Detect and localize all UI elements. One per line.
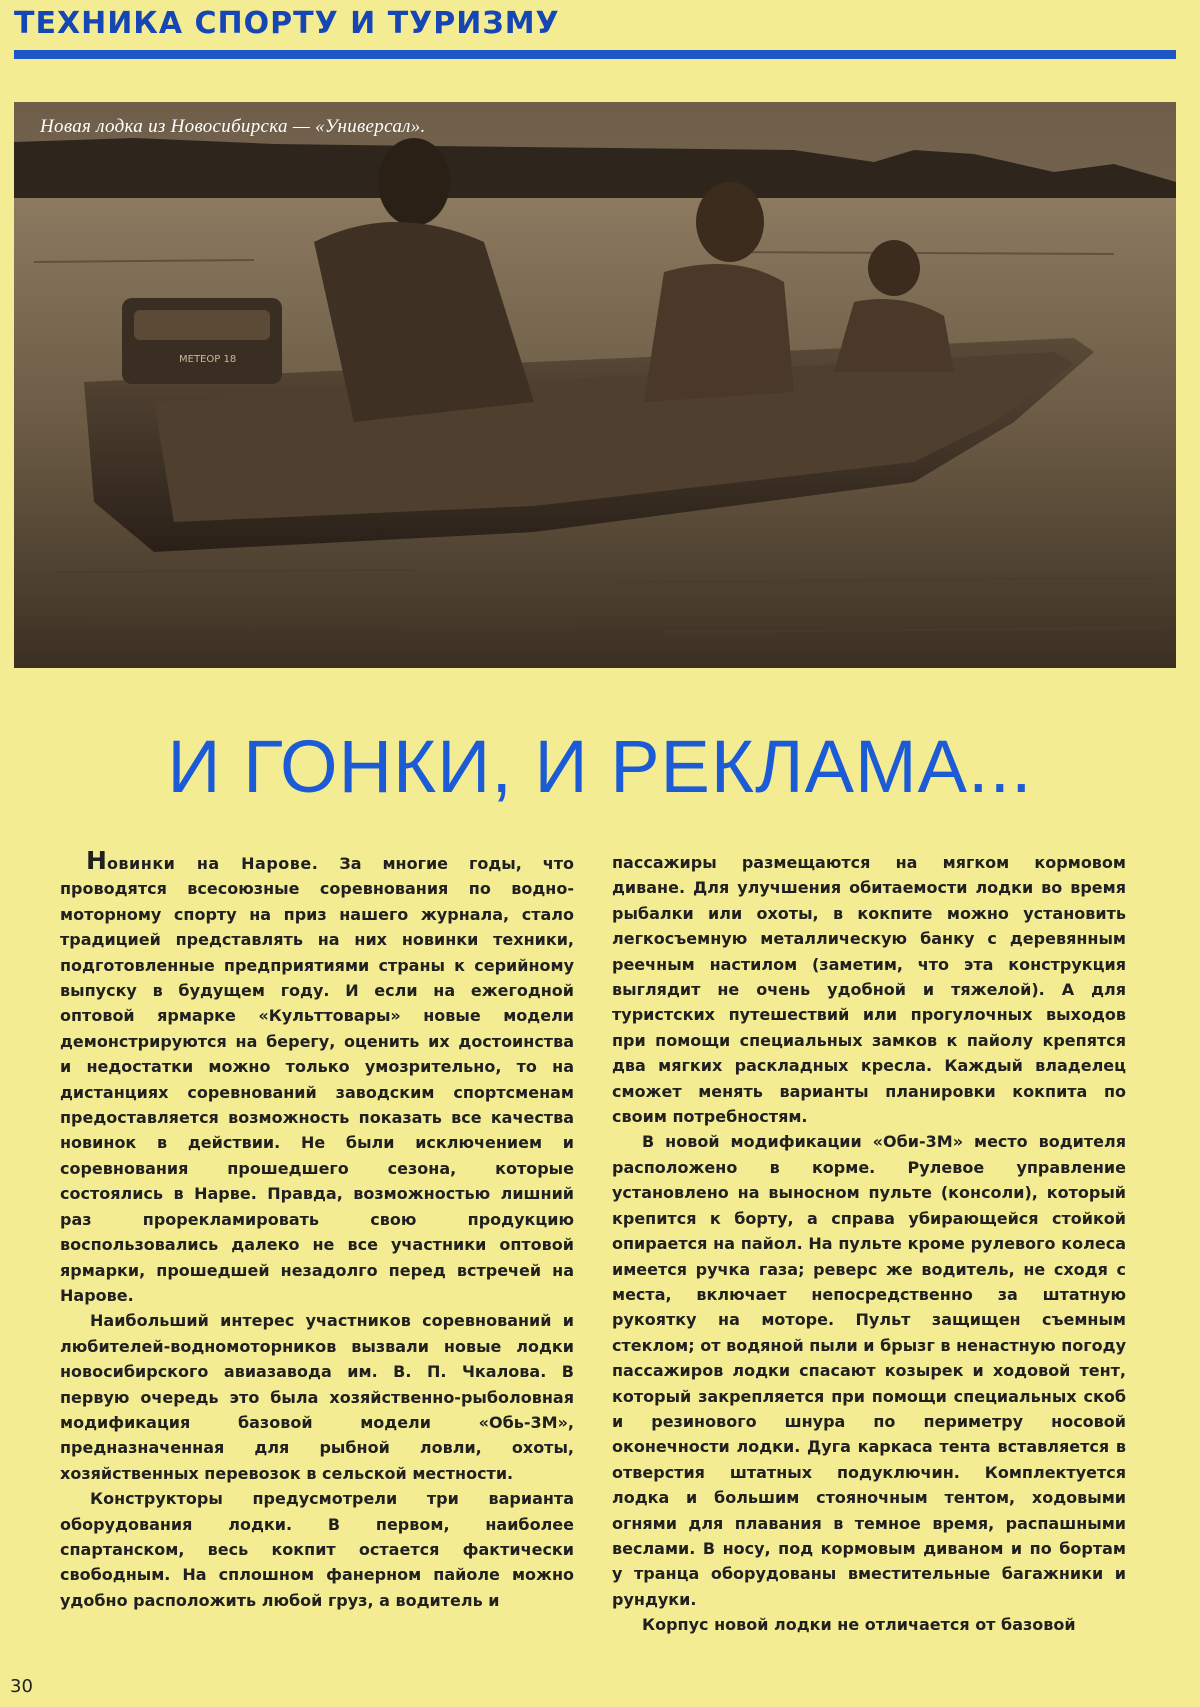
photo-caption: Новая лодка из Новосибирска — «Универсал».: [40, 116, 426, 137]
lead-heading: овинки на Нарове.: [106, 854, 319, 873]
woman-body: [644, 264, 794, 402]
section-header: ТЕХНИКА СПОРТУ И ТУРИЗМУ: [14, 6, 560, 41]
boat-photo: [14, 102, 1176, 668]
header-rule: [14, 50, 1176, 59]
page-number: 30: [10, 1676, 33, 1697]
man-head: [378, 138, 450, 226]
article-paragraph: Конструкторы предусмотрели три варианта оборудования лодки. В первом, наиболее спартанском, весь кокпит остается фактически свободным. На сплошном фанерном пайоле можно удобно расположить любой груз, а водитель и: [60, 1489, 574, 1610]
article-headline: И ГОНКИ, И РЕКЛАМА...: [167, 725, 1033, 808]
woman-head: [696, 182, 764, 262]
child-head: [868, 240, 920, 296]
article-paragraph: Корпус новой лодки не отличается от базовой: [642, 1615, 1076, 1635]
paragraph-text: За многие годы, что проводятся всесоюзные соревнования по водно-моторному спорту на приз нашего журнала, стало традицией представлять на них новинки техники, подготовленные предприятиями страны к серийному выпуску в будущем году. И если на ежегодной оптовой ярмарке «Культтовары» новые модели демонстрируются на берегу, оценить их достоинства и недостатки можно только умозрительно, то на дистанциях соревнований заводским спортсменам предоставляется возможность показать все качества новинок в действии. Не были исключением и соревнования прошедшего сезона, которые состоялись в Нарве. Правда, возможностью лишний раз прорекламировать свою продукцию воспользовались далеко не все участники оптовой ярмарки, прошедшей незадолго перед встречей на Нарове.: [60, 854, 574, 1305]
article-paragraph: пассажиры размещаются на мягком кормовом диване. Для улучшения обитаемости лодки во время рыбалки или охоты, в кокпите можно установить легкосъемную металлическую банку с деревянным реечным настилом (заметим, что эта конструкция выглядит не очень удобной и тяжелой). А для туристских путешествий или прогулочных выходов при помощи специальных замков к пайолу крепятся два мягких раскладных кресла. Каждый владелец сможет менять варианты планировки кокпита по своим потребностям.: [612, 853, 1126, 1127]
article-column-right: [612, 850, 1126, 1638]
lead-initial: Н: [86, 846, 107, 875]
motor-label: МЕТЕОР 18: [179, 354, 237, 365]
article-paragraph: [60, 848, 574, 1308]
boat-photo-image: [14, 102, 1176, 668]
article-column-left: [60, 848, 574, 1613]
article-paragraph: В новой модификации «Оби-3М» место водителя расположено в корме. Рулевое управление установлено на выносном пульте (консоли), который крепится к борту, а справа убирающейся стойкой опирается на пайол. На пульте кроме рулевого колеса имеется ручка газа; реверс же водитель, не сходя с места, включает непосредственно за штатную рукоятку на моторе. Пульт защищен съемным стеклом; от водяной пыли и брызг в ненастную погоду пассажиров лодки спасают козырек и ходовой тент, который закрепляется при помощи специальных скоб и резинового шнура по периметру носовой оконечности лодки. Дуга каркаса тента вставляется в отверстия штатных подуключин. Комплектуется лодка и большим стояночным тентом, ходовыми огнями для плавания в темное время, распашными веслами. В носу, под кормовым диваном и по бортам у транца оборудованы вместительные багажники и рундуки.: [612, 1132, 1126, 1609]
article-paragraph: Наибольший интерес участников соревнований и любителей-водномоторников вызвали новые лодки новосибирского авиазавода им. В. П. Чкалова. В первую очередь это была хозяйственно-рыболовная модификация базовой модели «Обь-3М», предназначенная для рыбной ловли, охоты, хозяйственных перевозок в сельской местности.: [60, 1311, 574, 1483]
